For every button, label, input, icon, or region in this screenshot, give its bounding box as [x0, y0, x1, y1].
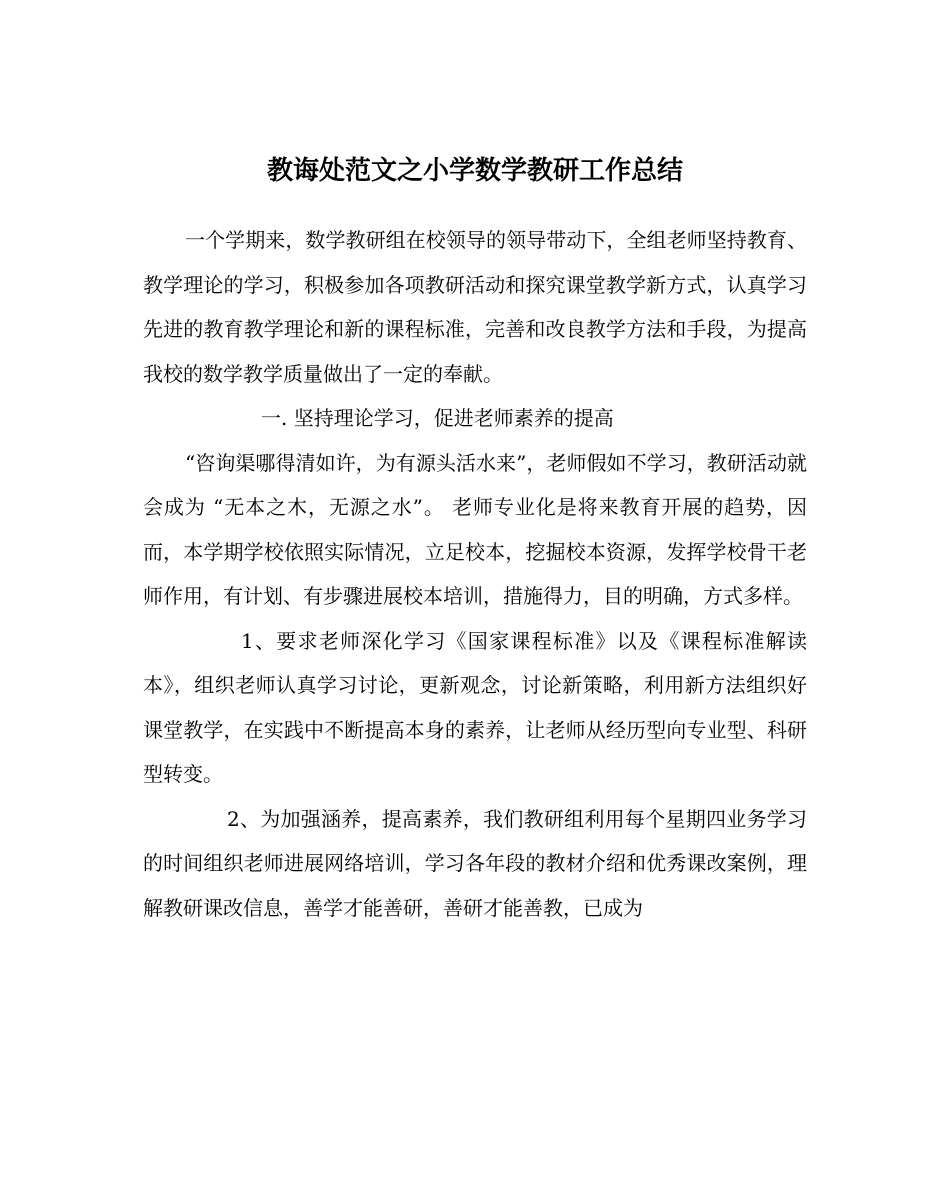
list-item-2: 2、为加强涵养，提高素养，我们教研组利用每个星期四业务学习的时间组织老师进展网络培训，学习各年段的教材介绍和优秀课改案例，理解教研课改信息，善学才能善研，善研才能善教，已成为: [143, 806, 807, 920]
document-title: 教诲处范文之小学数学教研工作总结: [266, 156, 683, 187]
section-heading: 一. 坚持理论学习，促进老师素养的提高: [261, 406, 614, 430]
list-item-1: 1、要求老师深化学习《国家课程标准》以及《课程标准解读本》，组织老师认真学习讨论，更新观念，讨论新策略，利用新方法组织好课堂教学，在实践中不断提高本身的素养，让老师从经历型向专业型、科研型转变。: [143, 628, 807, 786]
intro-paragraph: 一个学期来，数学教研组在校领导的领导带动下，全组老师坚持教育、教学理论的学习，积极参加各项教研活动和探究课堂教学新方式，认真学习先进的教育教学理论和新的课程标准，完善和改良教学方法和手段，为提高我校的数学教学质量做出了一定的奉献。: [143, 228, 807, 386]
body-paragraph: “咨询渠哪得清如许，为有源头活水来”，老师假如不学习，教研活动就会成为 “无本之木，无源之水”。 老师专业化是将来教育开展的趋势，因而，本学期学校依照实际情况，立足校本，挖掘校本资源，发挥学校骨干老师作用，有计划、有步骤进展校本培训，措施得力，目的明确，方式多样。: [143, 450, 807, 608]
document-body: [143, 218, 807, 930]
